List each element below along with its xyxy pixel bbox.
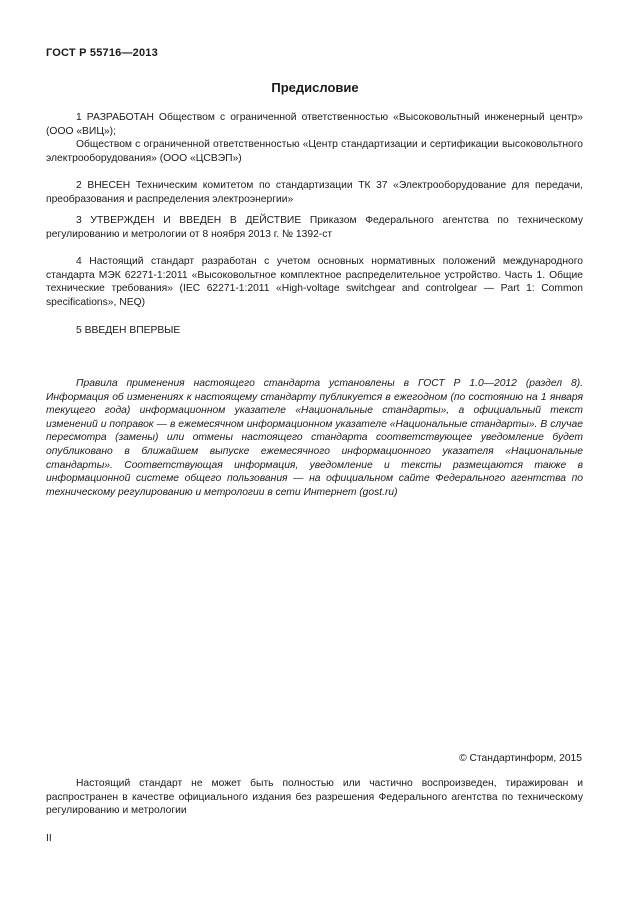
reproduction-note xyxy=(46,777,583,818)
item-2-text: 2 ВНЕСЕН Техническим комитетом по стандартизации ТК 37 «Электрооборудование для передачи, преобразования и распределения электроэнергии» xyxy=(46,180,583,205)
rules-note xyxy=(46,377,583,499)
item-1-developer-1: 1 РАЗРАБОТАН Обществом с ограниченной ответственностью «Высоковольтный инженерный центр» (ООО «ВИЦ»); xyxy=(46,112,583,137)
rules-note-text: Правила применения настоящего стандарта установлены в ГОСТ Р 1.0—2012 (раздел 8). Информация об изменениях к настоящему стандарту публикуется в ежегодном (по состоянию на 1 января текущего года) информационном указателе «Национальные стандарты», а официальный текст изменений и поправок — в ежемесячном информационном указателе «Национальные стандарты». В случае пересмотра (замены) или отмены настоящего стандарта соответствующее уведомление будет опубликовано в ближайшем выпуске ежемесячного информационного указателя «Национальные стандарты». Соответствующая информация, уведомление и тексты размещаются также в информационной системе общего пользования — на официальном сайте Федерального агентства по техническому регулированию и метрологии в сети Интернет (gost.ru) xyxy=(46,378,583,498)
item-2 xyxy=(46,179,583,206)
page-title: Предисловие xyxy=(271,80,359,95)
page-number: II xyxy=(46,833,52,844)
item-4 xyxy=(46,255,583,309)
item-1 xyxy=(46,111,583,165)
reproduction-note-text: Настоящий стандарт не может быть полностью или частично воспроизведен, тиражирован и распространен в качестве официального издания без разрешения Федерального агентства по техническому регулированию и метрологии xyxy=(46,778,583,817)
document-header: ГОСТ Р 55716—2013 xyxy=(46,47,158,59)
item-3 xyxy=(46,214,583,241)
item-5-text: 5 ВВЕДЕН ВПЕРВЫЕ xyxy=(76,325,181,336)
item-5 xyxy=(46,324,583,338)
item-4-text: 4 Настоящий стандарт разработан с учетом основных нормативных положений международного стандарта МЭК 62271-1:2011 «Высоковольтное комплектное распределительное устройство. Часть 1. Общие технические требования» (IEC 62271-1:2011 «High-voltage switchgear and controlgear — Part 1: Common specifications», NEQ) xyxy=(46,256,583,308)
copyright: © Стандартинформ, 2015 xyxy=(459,753,582,764)
item-3-text: 3 УТВЕРЖДЕН И ВВЕДЕН В ДЕЙСТВИЕ Приказом Федерального агентства по техническому регулированию и метрологии от 8 ноября 2013 г. № 1392-ст xyxy=(46,215,583,240)
item-1-developer-2: Обществом с ограниченной ответственностью «Центр стандартизации и сертификации высоковольтного электрооборудования» (ООО «ЦСВЭП») xyxy=(46,139,583,164)
